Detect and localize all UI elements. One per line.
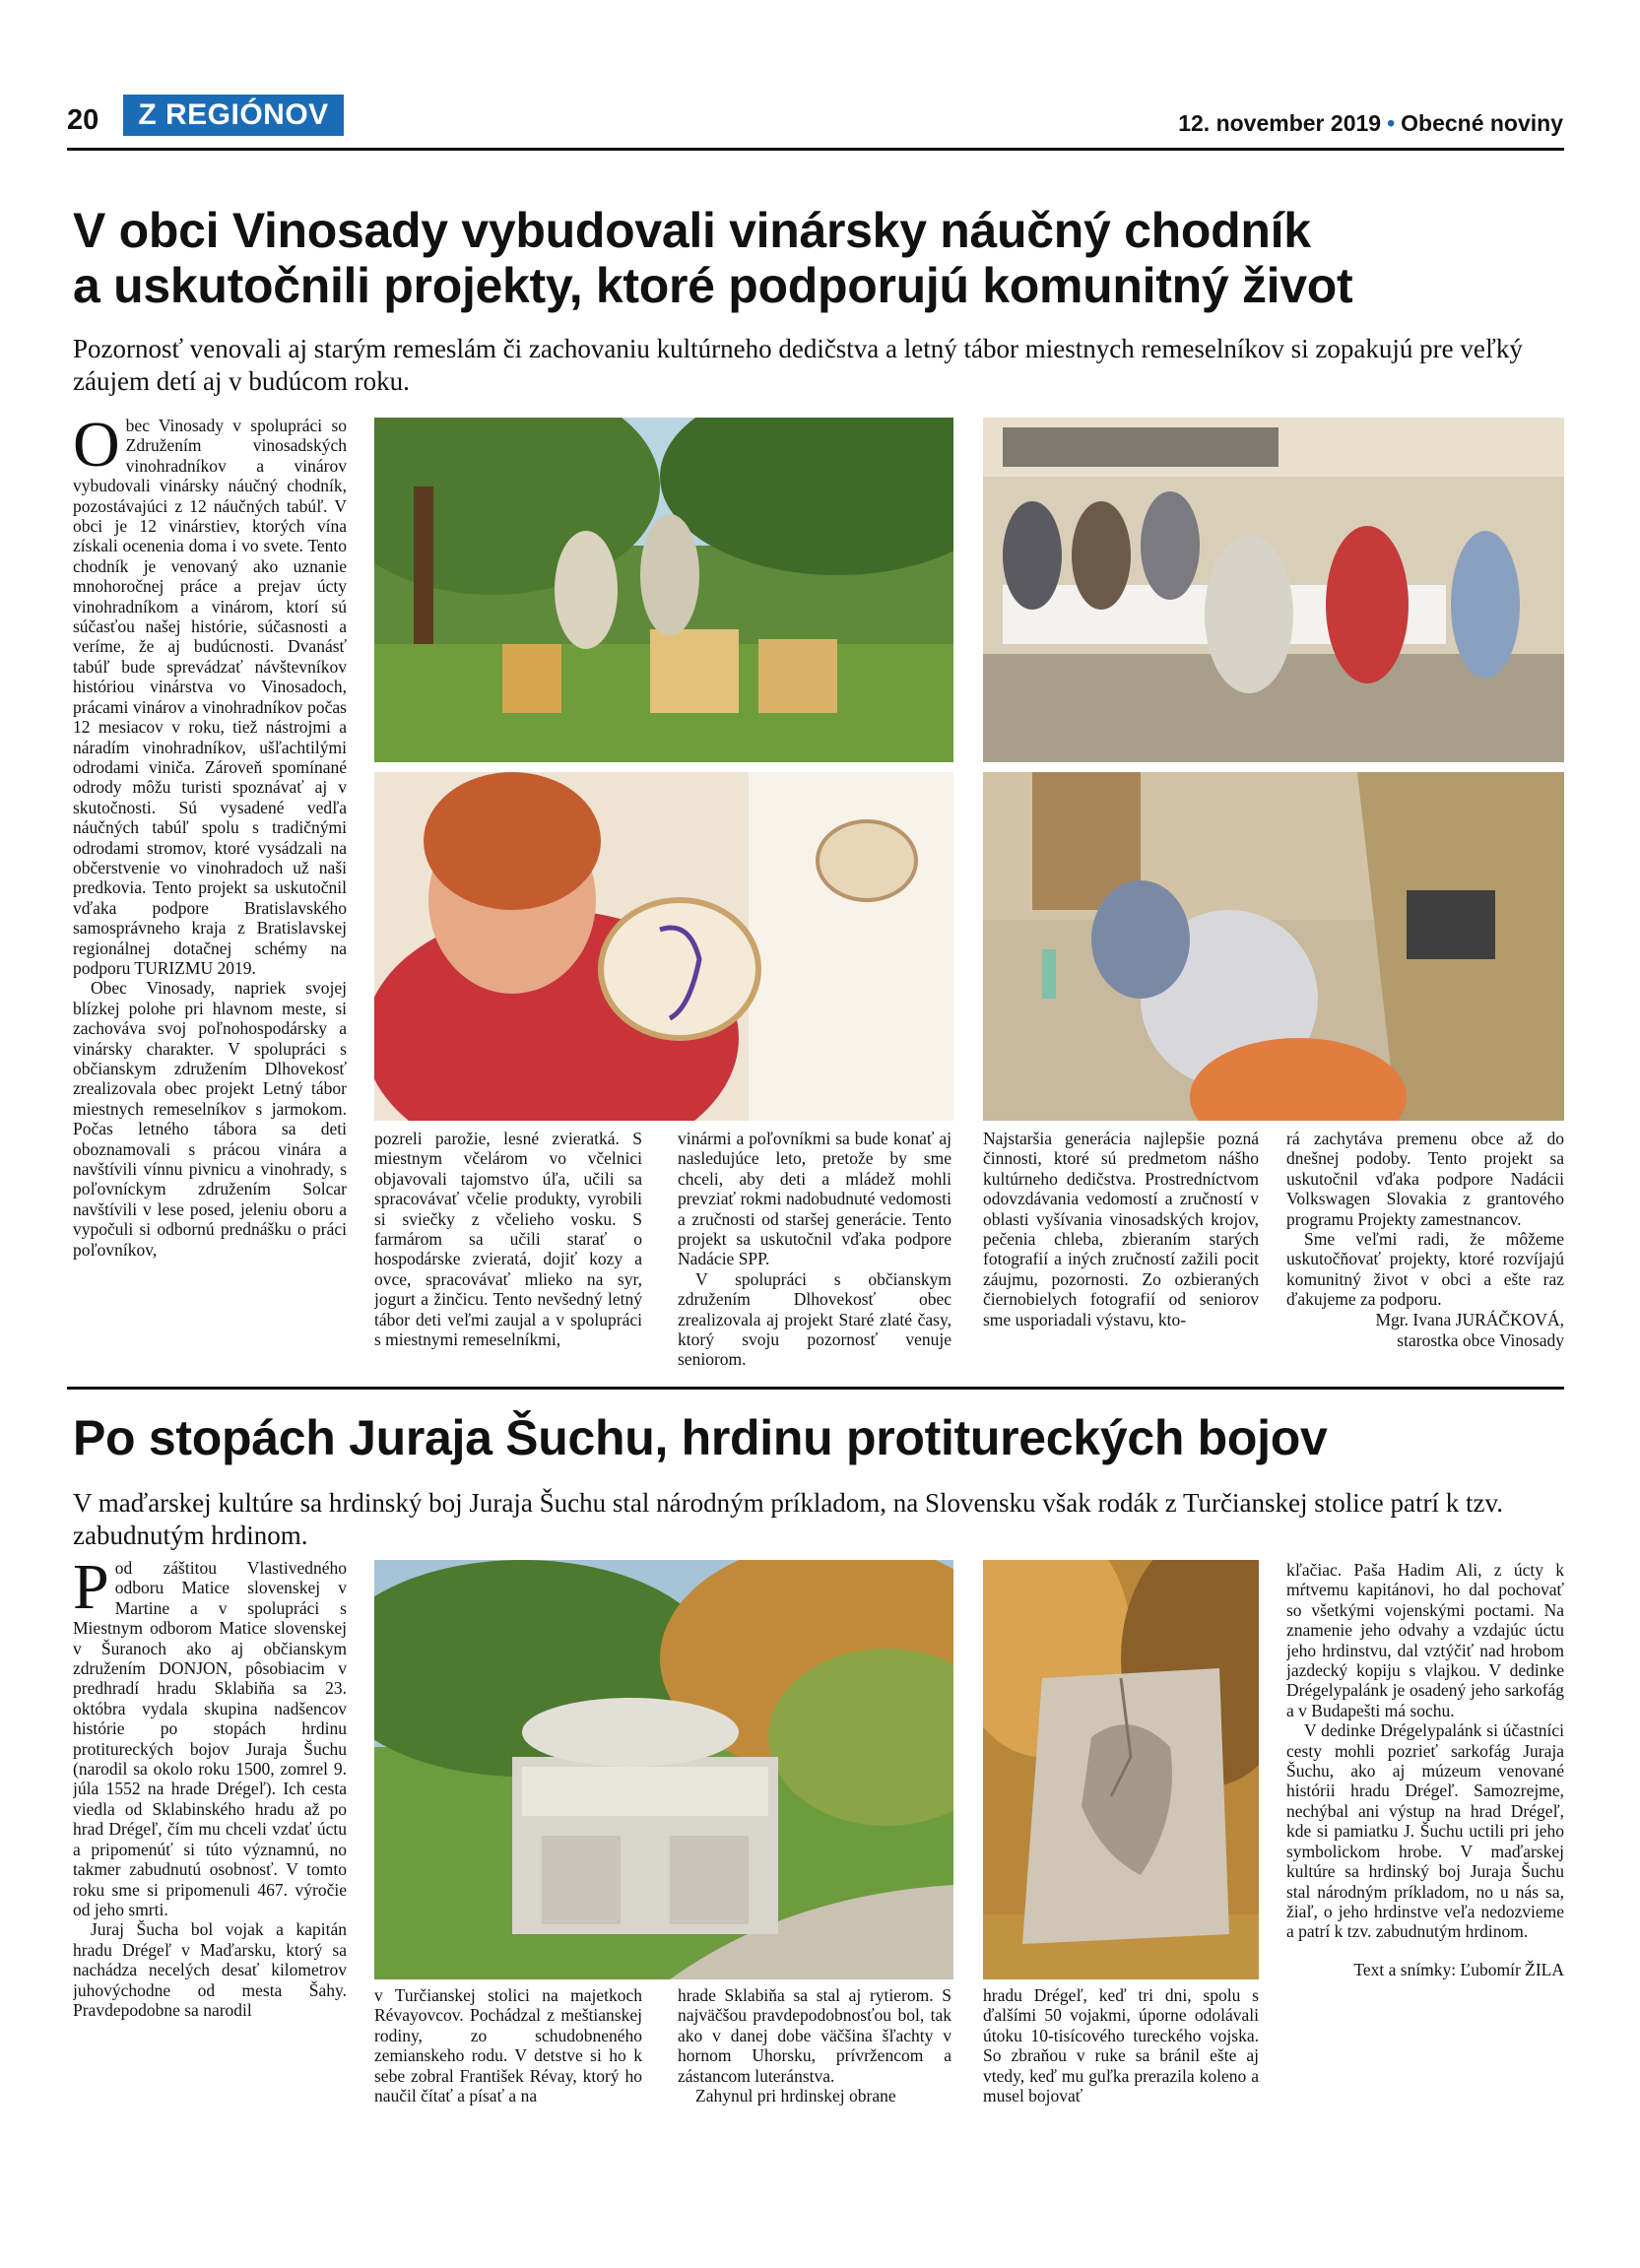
paragraph: kľačiac. Paša Hadim Ali, z úcty k mŕtvemu kapitánovi, ho dal pochovať so všetkými vojenskými poctami. Na znamenie jeho odvahy a vzdajúc úctu jeho hrdinstvu, dal vztýčiť nad hrobom jazdecký kopiju s vlajkou. V dedinke Drégelypalánk je osadený jeho sarkofág a v Budapešti má sochu. bbox=[1286, 1560, 1564, 1720]
article1-column-2: pozreli parožie, lesné zvieratká. S miestnym včelárom vo včelnici objavovali tajomstvo úľa, učili sa spracovávať včelie produkty, vyrobili si sviečky z včelieho vosku. S farmárom sa učili starať o hospodárske zvieratá, dojiť kozy a ovce, spracovávať mlieko na syr, jogurt a žinčicu. Tento nevšedný letný tábor deti veľmi zaujal a v spolupráci s miestnymi remeselníkmi, bbox=[374, 1129, 642, 1350]
article1-column-1 bbox=[73, 416, 347, 1379]
article2-column-1 bbox=[73, 1558, 347, 2245]
photo-seniors-gym bbox=[983, 418, 1564, 762]
paragraph: hrade Sklabiňa sa stal aj rytierom. S najväčšou pravdepodobnosťou bol, tak ako v danej dobe väčšina šľachty v hornom Uhorsku, prívržencom a zástancom luteránstva. bbox=[678, 1985, 951, 2086]
article1-lead: Pozornosť venovali aj starým remeslám či zachovaniu kultúrneho dedičstva a letný tábor miestnych remeselníkov si zopakujú pre veľký záujem detí aj v budúcom roku. bbox=[73, 334, 1523, 396]
photo-exhibition bbox=[983, 772, 1564, 1121]
paragraph: rá zachytáva premenu obce až do dnešnej podoby. Tento projekt sa uskutočnil vďaka podpore Nadácii Volkswagen Slovakia z grantového programu Projekty zamestnancov. bbox=[1286, 1129, 1564, 1229]
article1-column-3 bbox=[678, 1129, 951, 1383]
photo-credit: Text a snímky: Ľubomír ŽILA bbox=[1353, 1959, 1564, 1979]
photo-memorial-relief bbox=[983, 1560, 1259, 1979]
drop-cap: O bbox=[73, 416, 120, 481]
publication-name: Obecné noviny bbox=[1401, 110, 1563, 136]
signature-name: Mgr. Ivana JURÁČKOVÁ, bbox=[1375, 1309, 1564, 1329]
article1-title bbox=[73, 203, 1570, 313]
article1-title-line1: V obci Vinosady vybudovali vinársky náučný chodník bbox=[73, 203, 1311, 258]
page-number: 20 bbox=[67, 104, 99, 136]
signature-role: starostka obce Vinosady bbox=[1397, 1329, 1564, 1350]
drop-cap: P bbox=[73, 1558, 109, 1623]
article2-column-4: hradu Drégeľ, keď tri dni, spolu s ďalšími 50 vojakmi, úporne odolávali útoku 10-tisícového tureckého vojska. So zbraňou v ruke sa bránil ešte aj vtedy, keď mu guľka prerazila koleno a musel bojovať bbox=[983, 1985, 1259, 2106]
article1-column-4: Najstaršia generácia najlepšie pozná činnosti, ktoré sú predmetom nášho kultúrneho dedičstva. Prostredníctvom odovzdávania vedomostí a zručností v oblasti vyšívania vinosadských krojov, pečenia chleba, zbieraním starých fotografií a iných zručností zažili pocit záujmu, pozornosti. Zo ozbieraných čiernobielych fotografií od seniorov sme usporiadali výstavu, kto- bbox=[983, 1129, 1259, 1329]
article2-lead: V maďarskej kultúre sa hrdinský boj Juraja Šuchu stal národným príkladom, na Slovensku však rodák z Turčianskej stolice patrí k tzv. zabudnutým hrdinom. bbox=[73, 1488, 1503, 1550]
photo-embroidery bbox=[374, 772, 953, 1121]
article2-column-2: v Turčianskej stolici na majetkoch Révayovcov. Pochádzal z meštianskej rodiny, zo schudobneného zemianskeho rodu. V detstve si ho k sebe zobral František Révay, ktorý ho naučil čítať a písať a na bbox=[374, 1985, 642, 2106]
article2-column-5 bbox=[1286, 1560, 1564, 2249]
header-rule bbox=[67, 148, 1564, 151]
paragraph: vinármi a poľovníkmi sa bude konať aj nasledujúce leto, pretože by sme chceli, aby deti a mládež mohli prevziať rokmi nadobudnuté vedomosti a zručnosti od staršej generácie. Tento projekt sa uskutočnil vďaka podpore Nadácie SPP. bbox=[678, 1129, 951, 1269]
article2-column-3 bbox=[678, 1985, 951, 2251]
paragraph: V spolupráci s občianskym združením Dlhovekosť obec zrealizovala aj projekt Staré zlaté časy, ktorý svoju pozornosť venuje seniorom. bbox=[678, 1268, 951, 1370]
photo-beekeepers bbox=[374, 418, 953, 762]
paragraph: V dedinke Drégelypalánk si účastníci cesty mohli pozrieť sarkofág Juraja Šuchu, ako aj múzeum venované histórii hradu Drégeľ. Samozrejme, nechýbal ani výstup na hrad Drégeľ, kde si pamiatku J. Šuchu uctili pri jeho symbolickom hrobe. V maďarskej kultúre sa hrdinský boj Juraja Šuchu stal národným príkladom, no u nás sa, žiaľ, o jeho hrdinstve veľa nedozvieme a patrí k tzv. zabudnutým hrdinom. bbox=[1286, 1720, 1564, 1942]
article2-title: Po stopách Juraja Šuchu, hrdinu protitureckých bojov bbox=[73, 1410, 1328, 1465]
paragraph: Zahynul pri hrdinskej obrane bbox=[695, 2086, 896, 2106]
article1-column-5 bbox=[1286, 1129, 1564, 1383]
photo-sarcophagus bbox=[374, 1560, 953, 1979]
paragraph: od záštitou Vlastivedného odboru Matice slovenskej v Martine a v spolupráci s Miestnym odborom Matice slovenskej v Šuranoch ako aj občianskym združením DONJON, pôsobiacim v predhradí hradu Sklabiňa sa 23. októbra vydala skupina nadšencov histórie po stopách hrdinu protitureckých bojov Juraja Šuchu (narodil sa okolo roku 1500, zomrel 9. júla 1552 na hrade Drégeľ). Ich cesta viedla od Sklabinského hradu až po hrad Drégeľ, čím mu chceli vzdať úctu a pripomenúť si túto významnú, no takmer zabudnutú osobnosť. V tomto roku sme si pripomenuli 467. výročie od jeho smrti. bbox=[73, 1558, 347, 1919]
separator-dot: • bbox=[1387, 110, 1396, 136]
issue-date: 12. november 2019 bbox=[1178, 110, 1382, 136]
article-divider bbox=[67, 1387, 1564, 1390]
article1-title-line2: a uskutočnili projekty, ktoré podporujú komunitný život bbox=[73, 258, 1353, 313]
paragraph: Sme veľmi radi, že môžeme uskutočňovať projekty, ktoré rozvíjajú komunitný život v obci a ešte raz ďakujeme za podporu. bbox=[1286, 1229, 1564, 1310]
paragraph: bec Vinosady v spolupráci so Združením vinosadských vinohradníkov a vinárov vybudovali vinársky náučný chodník, pozostávajúci z 12 náučných tabúľ. V obci je 12 vinárstiev, ktorých vína získali ocenenia doma i vo svete. Tento chodník je venovaný ako uznanie mnohoročnej práce a prejav úcty vinohradníkom a vinárom, ktorí sú súčasťou našej histórie, súčasnosti a veríme, že aj budúcnosti. Dvanásť tabúľ bude sprevádzať návštevníkov históriou vinárstva vo Vinosadoch, prácami vinárov a vinohradníkov počas 12 mesiacov v roku, tiež nástrojmi a náradím vinohradníkov, ušľachtilými odrodami viniča. Zároveň spomínané odrody môžu turisti spoznávať aj v skutočnosti. Sú vysadené vedľa náučných tabúľ spolu s tradičnými odrodami stromov, ktoré vysádzali na občerstvenie vo vinohradoch už naši predkovia. Tento projekt sa uskutočnil vďaka podpore Bratislavského samosprávneho kraja z Bratislavskej regionálnej dotačnej schémy na podporu TURIZMU 2019. bbox=[73, 416, 347, 978]
section-label: Z REGIÓNOV bbox=[123, 95, 344, 136]
paragraph: Obec Vinosady, napriek svojej blízkej polohe pri hlavnom meste, si zachováva svoj poľnohospodársky a vinársky charakter. V spolupráci s občianskym združením Dlhovekosť zrealizovala obec projekt Letný tábor miestnych remeselníkov s jarmokom. Počas letného tábora sa deti oboznamovali s prácou vinára a navštívili vínnu pivnicu a vinohrady, s poľovníckym združením Solcar navštívili v lese posed, jeleniu oboru a vypočuli si odbornú prednášku o práci poľovníkov, bbox=[73, 978, 347, 1260]
masthead-info bbox=[1178, 110, 1563, 137]
paragraph: Juraj Šucha bol vojak a kapitán hradu Drégeľ v Maďarsku, ktorý sa nachádza necelých desať kilometrov juhovýchodne od mesta Šahy. Pravdepodobne sa narodil bbox=[73, 1919, 347, 2020]
